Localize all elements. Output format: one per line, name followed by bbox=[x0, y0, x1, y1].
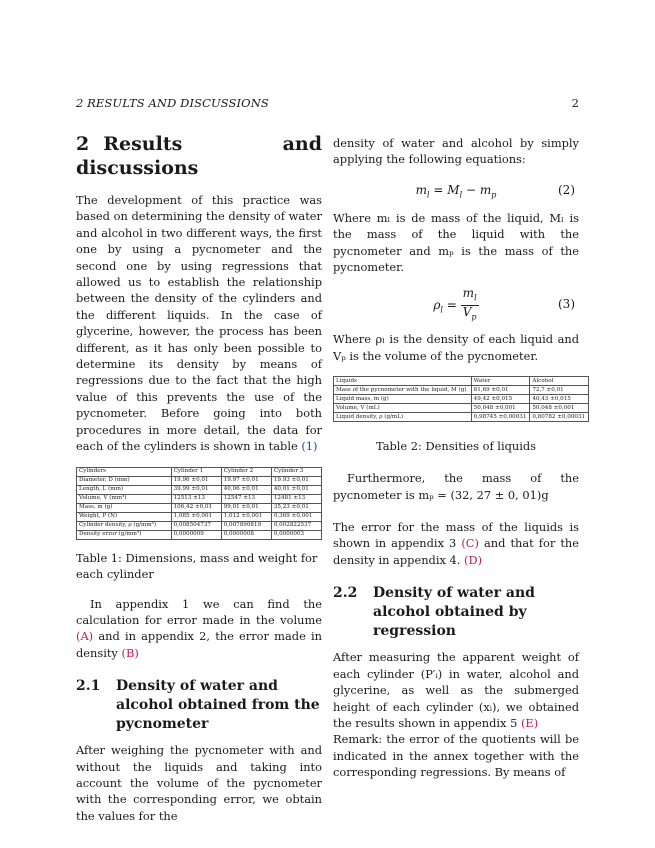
appendix-a-link[interactable]: (A) bbox=[76, 629, 94, 644]
intro-paragraph bbox=[76, 192, 322, 455]
subsection-2-1-title: Density of water and alcohol obtained from the pycnometer bbox=[116, 678, 320, 733]
error-text-a: The error for the mass of the liquids is shown in appendix 3 bbox=[333, 520, 579, 551]
table-1-cell: Volume, V (mm³) bbox=[77, 494, 172, 503]
table-1-header-cell: Cylinder 2 bbox=[221, 467, 271, 476]
table-1-cell: 0,002822537 bbox=[271, 521, 321, 530]
table-1-cell: 0,008504737 bbox=[171, 521, 221, 530]
table-1-cell: 106,42 ±0,01 bbox=[171, 503, 221, 512]
table-2-header-cell: Alcohol bbox=[530, 377, 589, 386]
table-1-cell: 12513 ±13 bbox=[171, 494, 221, 503]
table-2 bbox=[333, 376, 589, 422]
equation-3: $\rho_l$ = $\frac{m_l}{V_p}$ (3) bbox=[433, 286, 575, 322]
table-2-caption: Table 2: Densities of liquids bbox=[375, 439, 537, 454]
table-2-cell: 49,42 ±0,015 bbox=[471, 395, 530, 404]
table-2-cell: 0,80782 ±0,00031 bbox=[530, 413, 589, 422]
table-1 bbox=[76, 467, 322, 540]
equation-3-number: (3) bbox=[558, 297, 575, 312]
table-1-ref-link[interactable]: (1) bbox=[301, 439, 318, 454]
subsection-2-2-text: After measuring the apparent weight of each cylinder (P′ᵢ) in water, alcohol and glycerine, as well as the submerged height of each cylinder (xᵢ), we obtained the results shown in appendix 5 bbox=[333, 650, 579, 730]
table-1-header-cell: Cylinder 3 bbox=[271, 467, 321, 476]
table-2-cell: Mass of the pycnometer with the liquid, M (g) bbox=[334, 386, 472, 395]
table-1-cell: 0,007890819 bbox=[221, 521, 271, 530]
table-2-cell: 81,69 ±0,01 bbox=[471, 386, 530, 395]
appendix-c-link[interactable]: (C) bbox=[461, 536, 479, 551]
table-1-row bbox=[77, 494, 322, 503]
table-1-cell: Diameter, D (mm) bbox=[77, 476, 172, 485]
table-1-cell: 19.96 ±0,01 bbox=[171, 476, 221, 485]
appendix-text-a: In appendix 1 we can find the calculation for error made in the volume bbox=[76, 596, 322, 627]
table-2-header-cell: Water bbox=[471, 377, 530, 386]
table-2-cell: 50,048 ±0,001 bbox=[471, 404, 530, 413]
section-title: Results and discussions bbox=[76, 133, 322, 179]
table-1-header-cell: Cylinder 1 bbox=[171, 467, 221, 476]
table-1-cell: 35,23 ±0,01 bbox=[271, 503, 321, 512]
table-1-cell: 1,085 ±0,001 bbox=[171, 512, 221, 521]
equation-2: $m_l = M_l - m_p$ (2) bbox=[333, 178, 579, 202]
pycnometer-mass-paragraph: Furthermore, the mass of the pycnometer is mₚ = (32, 27 ± 0, 01)g bbox=[333, 471, 579, 502]
table-1-caption: Table 1: Dimensions, mass and weight for each cylinder bbox=[76, 550, 318, 581]
table-2-cell: 40,43 ±0,015 bbox=[530, 395, 589, 404]
table-1-cell: Mass, m (g) bbox=[77, 503, 172, 512]
running-title: 2 RESULTS AND DISCUSSIONS bbox=[76, 96, 269, 110]
table-1-row bbox=[77, 503, 322, 512]
table-1-row bbox=[77, 485, 322, 494]
table-1-cell: 19.93 ±0,01 bbox=[271, 476, 321, 485]
page-number: 2 bbox=[571, 96, 579, 110]
table-2-row bbox=[334, 386, 589, 395]
subsection-2-1-paragraph: After weighing the pycnometer with and without the liquids and taking into account the volume of the pycnometer with the corresponding error, we obtain the values for the bbox=[76, 743, 322, 823]
section-heading bbox=[76, 132, 322, 180]
table-1-cell: 40,06 ±0,01 bbox=[221, 485, 271, 494]
table-1-cell: 0,0000008 bbox=[221, 530, 271, 539]
table-1-row bbox=[77, 521, 322, 530]
table-1-cell: 99,01 ±0,01 bbox=[221, 503, 271, 512]
table-1-cell: Density error (g/mm³) bbox=[77, 530, 172, 539]
table-1-cell: 39.99 ±0,01 bbox=[171, 485, 221, 494]
table-1-row bbox=[77, 512, 322, 521]
equation-3-explanation: Where ρₗ is the density of each liquid and Vₚ is the volume of the pycnometer. bbox=[333, 332, 579, 363]
table-2-cell: Liquid density, ρ (g/mL) bbox=[334, 413, 472, 422]
table-1-cell: 19.97 ±0,01 bbox=[221, 476, 271, 485]
table-1-row bbox=[77, 530, 322, 539]
table-1-cell: Weight, P (N) bbox=[77, 512, 172, 521]
table-2-row bbox=[334, 395, 589, 404]
subsection-2-1-number: 2.1 bbox=[76, 678, 101, 695]
left-column bbox=[76, 132, 322, 824]
appendix-paragraph bbox=[76, 596, 322, 662]
section-number: 2 bbox=[76, 133, 90, 155]
table-2-cell: 50,048 ±0,001 bbox=[530, 404, 589, 413]
appendix-e-link[interactable]: (E) bbox=[520, 715, 539, 730]
appendix-d-link[interactable]: (D) bbox=[464, 552, 483, 567]
table-2-cell: Volume, V (mL) bbox=[334, 404, 472, 413]
table-1-cell: 40,01 ±0,01 bbox=[271, 485, 321, 494]
subsection-2-2-number: 2.2 bbox=[333, 585, 358, 602]
table-1-row bbox=[77, 476, 322, 485]
table-1-cell: 0,0000003 bbox=[271, 530, 321, 539]
running-header bbox=[76, 96, 579, 110]
table-2-header-cell: Liquids bbox=[334, 377, 472, 386]
table-1-header-cell: Cylinders bbox=[77, 467, 172, 476]
subsection-2-1-heading bbox=[76, 677, 322, 734]
table-2-cell: 0,98745 ±0,00031 bbox=[471, 413, 530, 422]
error-paragraph bbox=[333, 519, 579, 568]
continuation-paragraph: density of water and alcohol by simply applying the following equations: bbox=[333, 136, 579, 167]
table-1-cell: Length, L (mm) bbox=[77, 485, 172, 494]
remark-paragraph: Remark: the error of the quotients will be indicated in the annex together with the corresponding regressions. By means of bbox=[333, 732, 579, 780]
subsection-2-2-heading bbox=[333, 584, 579, 641]
table-2-row bbox=[334, 413, 589, 422]
table-2-row bbox=[334, 404, 589, 413]
intro-text: The development of this practice was based on determining the density of water and alcohol in two different ways, the first one by using a pycnometer and the second one by using regressions that allowed us to establish the relationship between the density of the cylinders and the different liquids. In the case of glycerine, however, the process has been different, as it has only been possible to determine its density by means of regressions due to the fact that the high value of this prevents the use of the pycnometer. Before going into both procedures in more detail, the data for each of the cylinders is shown in table bbox=[76, 193, 322, 454]
error-text-b: and that for the density in appendix 4. bbox=[333, 536, 579, 567]
table-1-cell: Cylinder density, ρ (g/mm³) bbox=[77, 521, 172, 530]
appendix-b-link[interactable]: (B) bbox=[121, 645, 139, 660]
subsection-2-2-paragraph bbox=[333, 649, 579, 731]
table-1-cell: 1,012 ±0,001 bbox=[221, 512, 271, 521]
table-1-cell: 0,369 ±0,001 bbox=[271, 512, 321, 521]
equation-2-explanation: Where mₗ is de mass of the liquid, Mₗ is the mass of the liquid with the pycnometer and mₚ is the mass of the pycnometer. bbox=[333, 210, 579, 275]
appendix-text-b: and in appendix 2, the error made in density bbox=[76, 629, 322, 660]
table-1-cell: 0,0000009 bbox=[171, 530, 221, 539]
equation-2-number: (2) bbox=[558, 182, 575, 197]
right-column bbox=[333, 135, 586, 781]
subsection-2-2-title: Density of water and alcohol obtained by regression bbox=[373, 585, 535, 640]
table-2-cell: 72,7 ±0,01 bbox=[530, 386, 589, 395]
table-1-cell: 12481 ±13 bbox=[271, 494, 321, 503]
table-2-cell: Liquid mass, m (g) bbox=[334, 395, 472, 404]
table-1-cell: 12547 ±13 bbox=[221, 494, 271, 503]
